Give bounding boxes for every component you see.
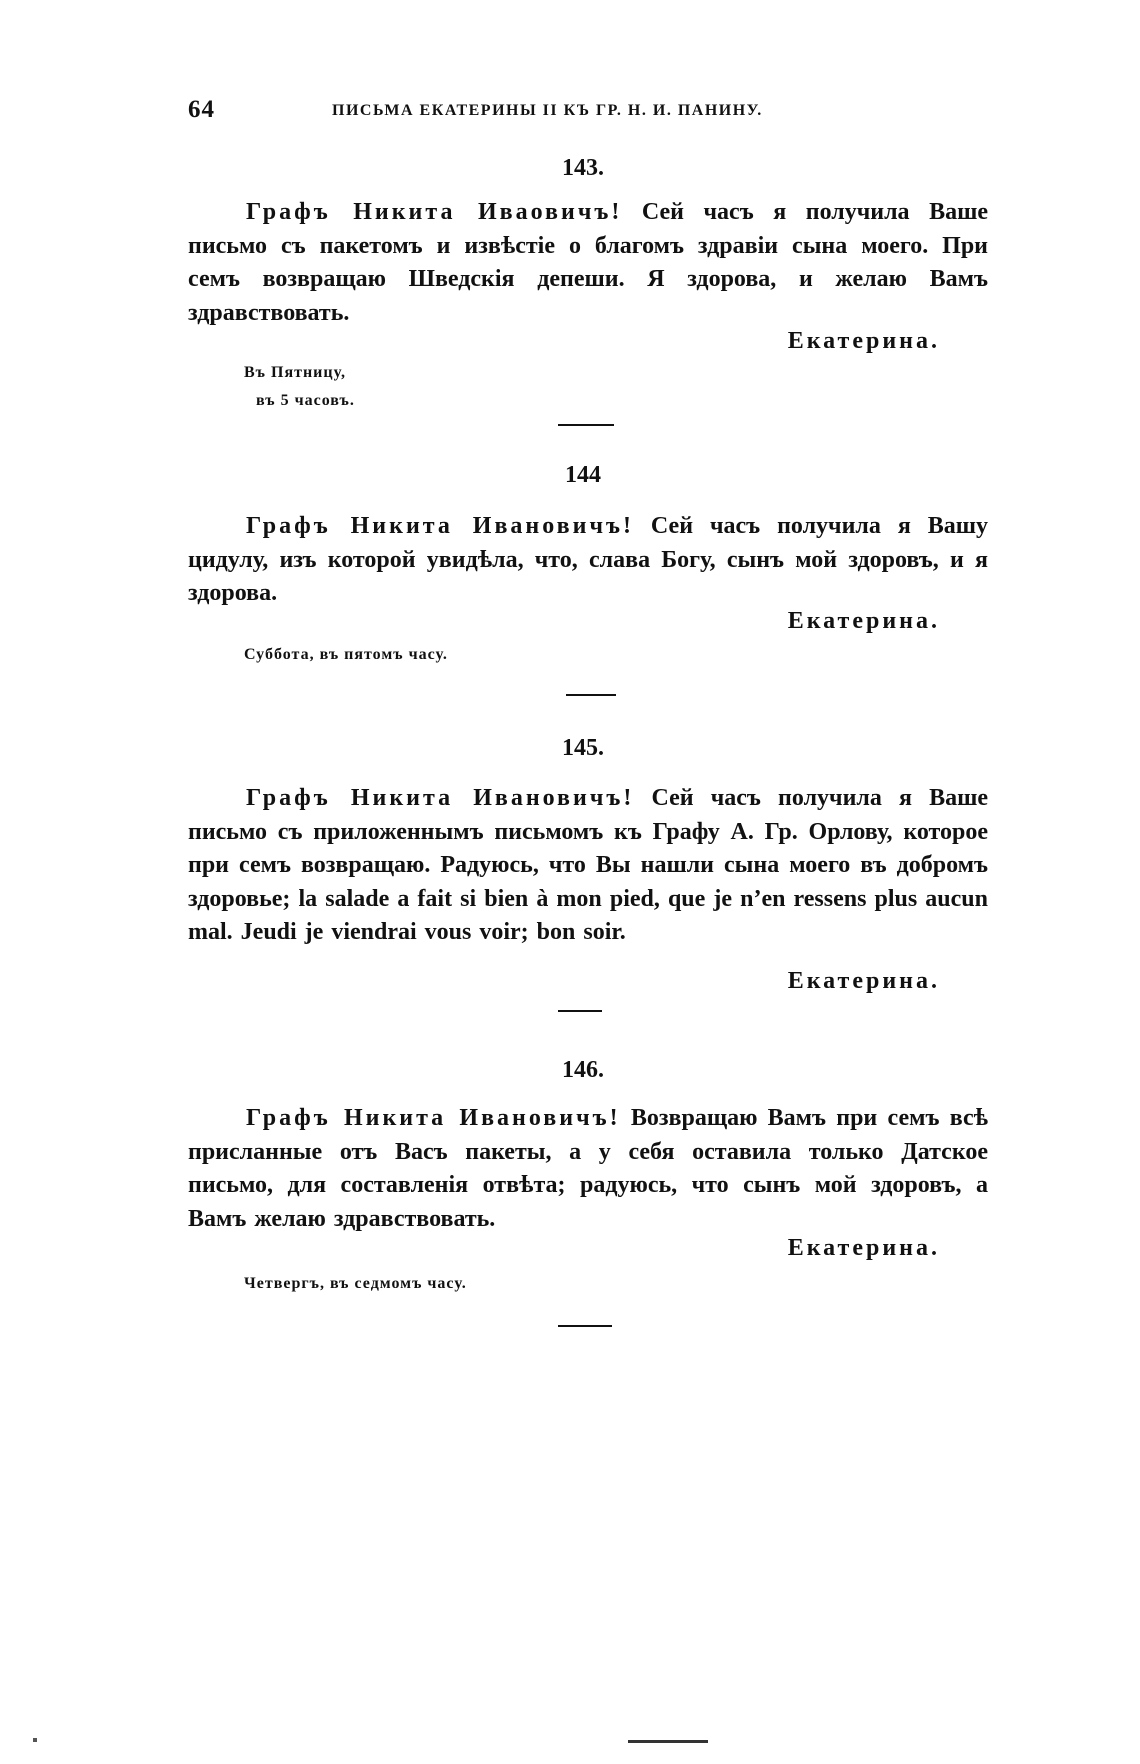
letter-body: Сей часъ получила я Ваше письмо съ приложеннымъ письмомъ къ Графу А. Гр. Орлову, которое при семъ возвращаю. Радуюсь, что Вы нашли сына моего въ добромъ здоровье; la salade a fait si bien à mon pied, que je n’en ressens plus aucun mal. Jeudi je viendrai vous voir; bon soir. [188, 785, 989, 945]
dateline: въ 5 часовъ. [256, 392, 355, 409]
letter-number-146: 146. [562, 1057, 604, 1083]
letter-body: Сей часъ я получила Ваше письмо съ пакетомъ и извѣстіе о благомъ здравіи сына моего. При семъ возвращаю Шведскія депеши. Я здорова, и желаю Вамъ здравствовать. [188, 199, 988, 326]
letter-number-145: 145. [562, 735, 604, 761]
corner-speck [33, 1738, 37, 1742]
salutation: Графъ Никита Ивановичъ! [246, 513, 634, 539]
salutation: Графъ Никита Ивановичъ! [246, 1105, 621, 1131]
dateline: Суббота, въ пятомъ часу. [244, 646, 448, 663]
bottom-edge-mark [628, 1740, 708, 1743]
letter-body: Сей часъ получила я Вашу цидулу, изъ которой увидѣла, что, слава Богу, сынъ мой здоровъ, и я здорова. [188, 513, 989, 606]
salutation: Графъ Никита Ивановичъ! [246, 785, 635, 811]
dateline: Въ Пятницу, [244, 364, 347, 381]
letter-body: Возвращаю Вамъ при семъ всѣ присланные отъ Васъ пакеты, а у себя оставила только Датское письмо, для составленія отвѣта; радуюсь, что сынъ мой здоровъ, а Вамъ желаю здравствовать. [188, 1105, 989, 1232]
dateline: Четвергъ, въ седмомъ часу. [244, 1275, 467, 1292]
signature: Екатерина. [787, 328, 940, 354]
signature: Екатерина. [787, 608, 940, 634]
running-title: ПИСЬМА ЕКАТЕРИНЫ II КЪ ГР. Н. И. ПАНИНУ. [332, 102, 763, 119]
letter-number-144: 144 [565, 462, 601, 488]
letter-number-143: 143. [562, 155, 604, 181]
page-number: 64 [188, 96, 215, 123]
salutation: Графъ Никита Иваовичъ! [246, 199, 623, 225]
signature: Екатерина. [787, 968, 940, 994]
signature: Екатерина. [787, 1235, 940, 1261]
